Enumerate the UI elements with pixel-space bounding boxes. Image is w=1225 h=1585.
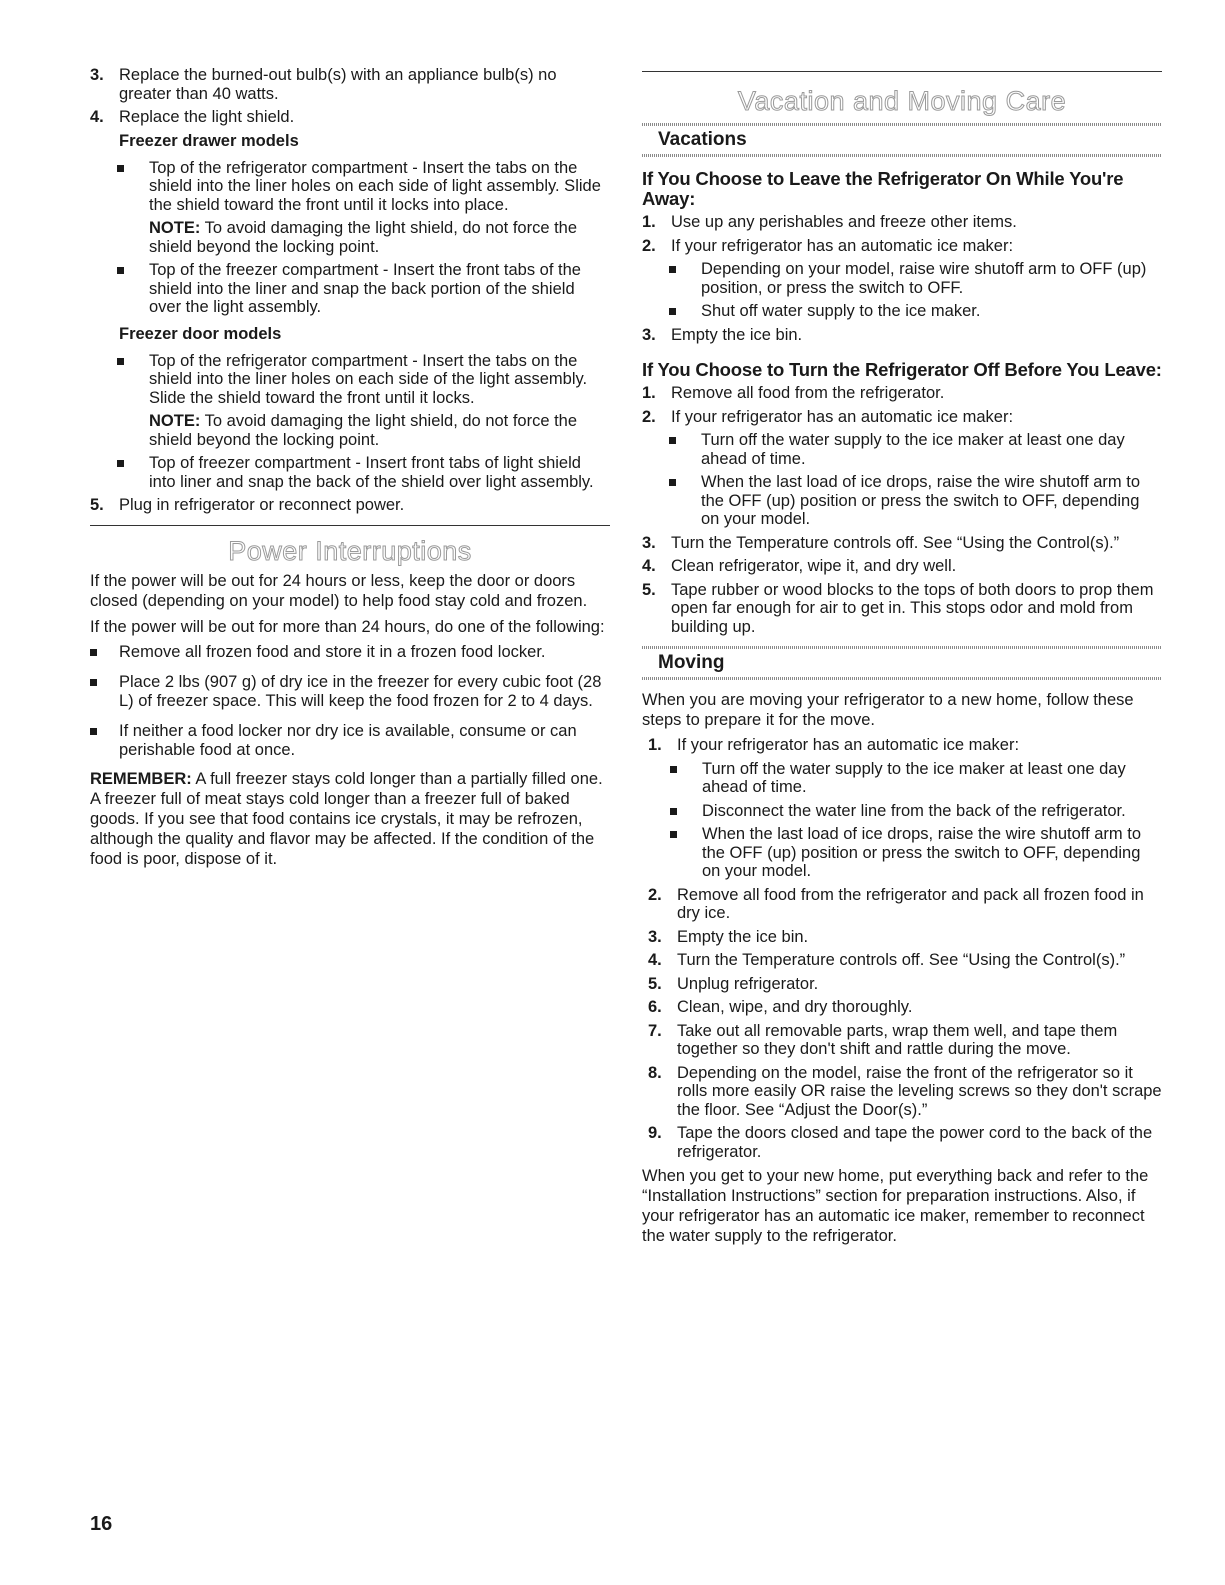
hatch-divider xyxy=(642,123,1162,126)
bullet-item xyxy=(90,261,610,317)
step-number: 1. xyxy=(642,213,656,231)
step-text: Tape rubber or wood blocks to the tops of both doors to prop them open far enough for air to get in. This stops odor and mold from building up. xyxy=(671,580,1154,636)
section-divider xyxy=(90,525,610,526)
bullet-text: Shut off water supply to the ice maker. xyxy=(701,302,981,320)
step-text: Plug in refrigerator or reconnect power. xyxy=(119,496,405,514)
bullet-text: Top of the refrigerator compartment - Insert the tabs on the shield into the liner holes on each side of the light assembly. Slide the shield toward the front until it locks. xyxy=(149,351,588,407)
bullet-item xyxy=(642,260,1162,297)
vacation-on-step-1 xyxy=(642,213,1162,232)
bullet-text: Disconnect the water line from the back of the refrigerator. xyxy=(702,801,1126,820)
bullet-square-icon xyxy=(90,679,97,686)
freezer-door-heading: Freezer door models xyxy=(119,324,282,343)
step-text: If your refrigerator has an automatic ice maker: xyxy=(677,736,1020,754)
leave-on-heading: If You Choose to Leave the Refrigerator On While You're Away: xyxy=(642,168,1124,209)
step-text: Clean refrigerator, wipe it, and dry well. xyxy=(671,557,957,575)
step-text: If your refrigerator has an automatic ice maker: xyxy=(671,236,1014,255)
moving-step-6 xyxy=(648,998,1162,1017)
moving-step-8 xyxy=(648,1064,1162,1120)
step-number: 2. xyxy=(648,885,662,904)
vacation-on-step-3 xyxy=(642,326,1162,345)
step-text: Unplug refrigerator. xyxy=(677,974,819,993)
bullet-square-icon xyxy=(670,766,677,773)
bullet-text: Depending on your model, raise wire shutoff arm to OFF (up) position, or press the switch to OFF. xyxy=(701,260,1147,297)
step-number: 3. xyxy=(648,927,662,946)
bullet-text: When the last load of ice drops, raise the wire shutoff arm to the OFF (up) position or press the switch to OFF, depending on your model. xyxy=(702,825,1141,880)
moving-step-4 xyxy=(648,951,1162,970)
vacation-off-step-5 xyxy=(642,581,1162,637)
moving-step-5 xyxy=(648,975,1162,994)
bullet-item xyxy=(642,802,1162,821)
step-number: 8. xyxy=(648,1063,662,1082)
bullet-square-icon xyxy=(669,308,676,315)
step-number: 5. xyxy=(648,974,662,993)
bullet-square-icon xyxy=(669,479,676,486)
vacation-off-step-2 xyxy=(642,408,1162,427)
step-5 xyxy=(90,496,610,515)
bullet-item xyxy=(90,454,610,491)
step-text: Empty the ice bin. xyxy=(671,325,803,344)
bullet-text: If neither a food locker nor dry ice is available, consume or can perishable food at once. xyxy=(119,722,577,759)
section-divider xyxy=(642,71,1162,72)
bullet-item xyxy=(90,722,610,759)
bullet-item xyxy=(90,673,610,710)
step-text: Use up any perishables and freeze other items. xyxy=(671,213,1017,231)
page-number: 16 xyxy=(90,1513,113,1535)
step-text: Clean, wipe, and dry thoroughly. xyxy=(677,998,913,1016)
step-number: 3. xyxy=(642,325,656,344)
bullet-text: Top of freezer compartment - Insert front tabs of light shield into liner and snap the back of the shield over light assembly. xyxy=(149,454,594,491)
bullet-square-icon xyxy=(117,358,124,365)
step-number: 4. xyxy=(642,557,656,575)
bullet-text: Turn off the water supply to the ice maker at least one day ahead of time. xyxy=(702,759,1126,796)
step-text: Turn the Temperature controls off. See “Using the Control(s).” xyxy=(677,951,1126,969)
step-text: Remove all food from the refrigerator and pack all frozen food in dry ice. xyxy=(677,885,1144,922)
step-number: 3. xyxy=(642,533,656,552)
step-text: Depending on the model, raise the front of the refrigerator so it rolls more easily OR raise the leveling screws so they don't scrape the floor. See “Adjust the Door(s).” xyxy=(677,1063,1162,1119)
step-number: 4. xyxy=(90,108,104,126)
bullet-square-icon xyxy=(90,649,97,656)
step-number: 7. xyxy=(648,1021,662,1040)
step-text: Replace the burned-out bulb(s) with an appliance bulb(s) no greater than 40 watts. xyxy=(119,66,557,103)
bullet-square-icon xyxy=(669,437,676,444)
note xyxy=(149,219,610,256)
vacation-on-step-2 xyxy=(642,237,1162,256)
hatch-divider xyxy=(642,154,1162,157)
bullet-item xyxy=(642,760,1162,797)
bullet-square-icon xyxy=(669,266,676,273)
vacation-off-step-3 xyxy=(642,534,1162,553)
vacation-moving-title: Vacation and Moving Care xyxy=(737,86,1067,116)
note-label: NOTE: xyxy=(149,412,201,430)
moving-heading: Moving xyxy=(658,652,725,673)
hatch-divider xyxy=(642,646,1162,649)
note-label: NOTE: xyxy=(149,219,201,237)
moving-step-3 xyxy=(648,928,1162,947)
note xyxy=(149,412,610,449)
bullet-item xyxy=(642,473,1162,529)
step-number: 3. xyxy=(90,66,104,84)
bullet-text: Place 2 lbs (907 g) of dry ice in the freezer for every cubic foot (28 L) of freezer space. This will keep the food frozen for 2 to 4 days. xyxy=(119,673,602,710)
bullet-square-icon xyxy=(670,831,677,838)
bullet-square-icon xyxy=(117,267,124,274)
bullet-text: Top of the freezer compartment - Insert the front tabs of the shield into the liner and snap the back portion of the shield over the light assembly. xyxy=(149,261,581,316)
moving-step-9 xyxy=(648,1124,1162,1161)
step-number: 9. xyxy=(648,1124,662,1142)
step-4 xyxy=(90,108,610,127)
bullet-item xyxy=(642,825,1162,881)
moving-intro: When you are moving your refrigerator to a new home, follow these steps to prepare it for the move. xyxy=(642,691,1134,729)
step-text: Remove all food from the refrigerator. xyxy=(671,384,945,402)
bullet-text: Top of the refrigerator compartment - Insert the tabs on the shield into the liner holes on each side of light assembly. Slide the shield toward the front until it locks into place. xyxy=(149,158,601,214)
step-text: If your refrigerator has an automatic ice maker: xyxy=(671,407,1014,426)
step-number: 5. xyxy=(642,580,656,599)
paragraph: If the power will be out for more than 24 hours, do one of the following: xyxy=(90,617,605,636)
step-number: 2. xyxy=(642,407,656,426)
remember-label: REMEMBER: xyxy=(90,770,192,788)
hatch-divider xyxy=(642,677,1162,680)
step-number: 1. xyxy=(642,384,656,402)
left-column xyxy=(90,66,610,875)
bullet-text: Remove all frozen food and store it in a frozen food locker. xyxy=(119,642,546,661)
step-text: Turn the Temperature controls off. See “Using the Control(s).” xyxy=(671,533,1120,552)
moving-step-1 xyxy=(648,736,1162,755)
vacations-heading: Vacations xyxy=(658,129,747,150)
bullet-text: When the last load of ice drops, raise the wire shutoff arm to the OFF (up) position or press the switch to OFF, depending on your model. xyxy=(701,473,1140,528)
bullet-item xyxy=(90,159,610,215)
paragraph: If the power will be out for 24 hours or less, keep the door or doors closed (depending on your model) to help food stay cold and frozen. xyxy=(90,571,588,610)
step-text: Take out all removable parts, wrap them well, and tape them together so they don't shift and rattle during the move. xyxy=(677,1021,1118,1058)
turn-off-heading: If You Choose to Turn the Refrigerator Off Before You Leave: xyxy=(642,359,1162,380)
note-text: To avoid damaging the light shield, do not force the shield beyond the locking point. xyxy=(149,219,578,256)
step-number: 5. xyxy=(90,496,104,514)
bullet-item xyxy=(90,643,610,662)
remember-paragraph xyxy=(90,769,610,869)
step-number: 1. xyxy=(648,736,662,754)
bullet-square-icon xyxy=(117,165,124,172)
moving-outro: When you get to your new home, put everything back and refer to the “Installation Instructions” section for preparation instructions. Also, if your refrigerator has an automatic ice maker, remember to reconnect the water supply to the refrigerator. xyxy=(642,1167,1149,1245)
freezer-drawer-heading: Freezer drawer models xyxy=(119,131,299,150)
bullet-item xyxy=(90,352,610,408)
bullet-square-icon xyxy=(117,460,124,467)
remember-text: A full freezer stays cold longer than a partially filled one. A freezer full of meat stays cold longer than a freezer full of baked goods. If you see that food contains ice crystals, it may be refrozen, although the quality and flavor may be affected. If the condition of the food is poor, dispose of it. xyxy=(90,770,603,868)
bullet-item xyxy=(642,302,1162,321)
step-text: Tape the doors closed and tape the power cord to the back of the refrigerator. xyxy=(677,1124,1153,1161)
vacation-off-step-1 xyxy=(642,384,1162,403)
right-column xyxy=(642,66,1162,1252)
moving-step-2 xyxy=(648,886,1162,923)
bullet-text: Turn off the water supply to the ice maker at least one day ahead of time. xyxy=(701,431,1125,468)
step-number: 2. xyxy=(642,236,656,255)
moving-step-7 xyxy=(648,1022,1162,1059)
step-number: 6. xyxy=(648,998,662,1016)
note-text: To avoid damaging the light shield, do not force the shield beyond the locking point. xyxy=(149,412,578,449)
step-text: Replace the light shield. xyxy=(119,108,295,126)
bullet-square-icon xyxy=(90,728,97,735)
step-number: 4. xyxy=(648,951,662,969)
vacation-off-step-4 xyxy=(642,557,1162,576)
power-interruptions-title: Power Interruptions xyxy=(228,535,472,566)
bullet-item xyxy=(642,431,1162,468)
step-3 xyxy=(90,66,610,103)
bullet-square-icon xyxy=(670,808,677,815)
step-text: Empty the ice bin. xyxy=(677,927,809,946)
